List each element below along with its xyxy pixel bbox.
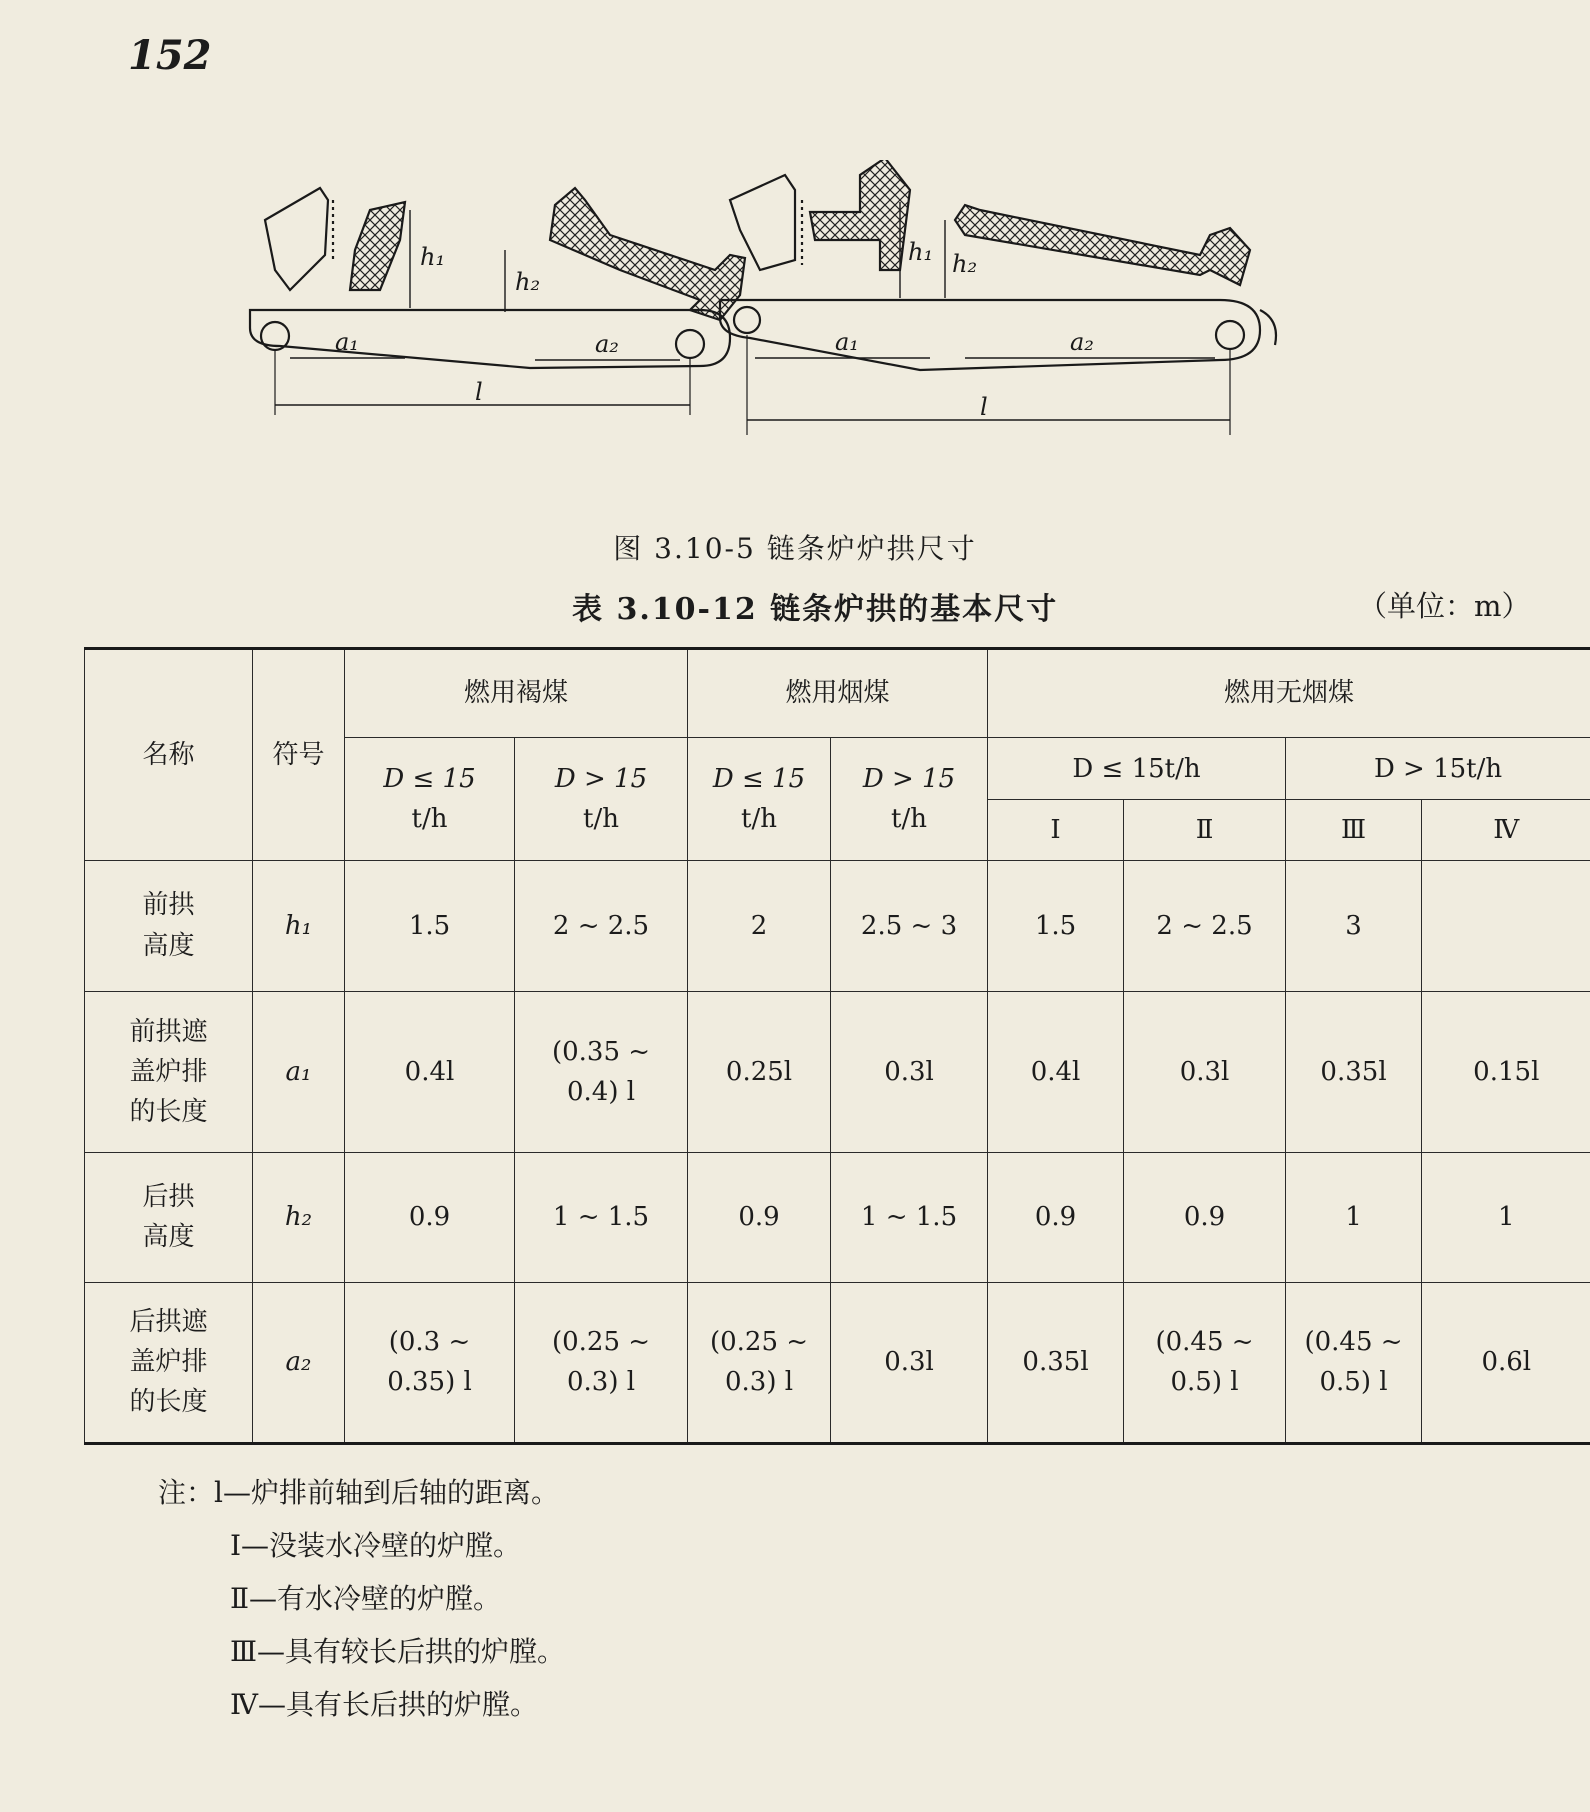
value-cell: 3 [1286, 860, 1422, 991]
value-cell: 0.4l [345, 991, 515, 1152]
header-bituminous-small: D ≤ 15 t/h [688, 738, 831, 860]
value-cell: (0.25 ~ 0.3) l [688, 1282, 831, 1444]
label-h1-left: h₁ [420, 243, 446, 271]
value-cell: 0.35l [1286, 991, 1422, 1152]
figure-caption: 图 3.10-5 链条炉炉拱尺寸 [613, 532, 977, 565]
rear-arch-right [955, 205, 1250, 285]
header-type-4: Ⅳ [1422, 800, 1590, 860]
value-cell: 0.3l [1124, 991, 1286, 1152]
value-cell: 0.4l [988, 991, 1124, 1152]
header-type-3: Ⅲ [1286, 800, 1422, 860]
rear-arch-left [550, 188, 745, 320]
label-a1-left: a₁ [335, 328, 359, 356]
header-symbol: 符号 [253, 649, 345, 861]
header-bituminous-large: D > 15 t/h [831, 738, 988, 860]
grate-right [720, 300, 1260, 370]
row-symbol: h₂ [253, 1153, 345, 1282]
value-cell: 0.35l [988, 1282, 1124, 1444]
value-cell: 2 ~ 2.5 [1124, 860, 1286, 991]
row-name: 前拱 高度 [85, 860, 253, 991]
label-a1-right: a₁ [835, 328, 859, 356]
value-cell: 0.9 [1124, 1153, 1286, 1282]
front-arch-left [350, 202, 405, 290]
value-cell: 0.3l [831, 991, 988, 1152]
table-row [85, 1282, 1590, 1444]
value-cell: 0.9 [988, 1153, 1124, 1282]
header-lignite: 燃用褐煤 [345, 649, 688, 738]
note-item: Ⅲ—具有较长后拱的炉膛。 [230, 1635, 566, 1668]
table-unit: （单位：m） [1358, 589, 1531, 623]
label-l-right: l [980, 393, 988, 421]
value-cell: 1.5 [345, 860, 515, 991]
value-cell: 0.25l [688, 991, 831, 1152]
header-anthracite-large: D > 15t/h [1286, 738, 1590, 800]
value-cell: (0.3 ~ 0.35) l [345, 1282, 515, 1444]
page-number: 152 [128, 32, 212, 79]
value-cell: 0.9 [688, 1153, 831, 1282]
label-h1-right: h₁ [908, 238, 934, 266]
row-name: 后拱 高度 [85, 1153, 253, 1282]
value-cell: 0.9 [345, 1153, 515, 1282]
note-item: Ⅰ—没装水冷壁的炉膛。 [230, 1529, 522, 1562]
label-a2-left: a₂ [595, 330, 619, 358]
front-arch-right [810, 160, 910, 270]
furnace-arch-figure [220, 160, 1470, 460]
value-cell: 1 ~ 1.5 [515, 1153, 688, 1282]
header-lignite-small: D ≤ 15 t/h [345, 738, 515, 860]
hopper-left [265, 188, 328, 290]
label-h2-left: h₂ [515, 268, 541, 296]
value-cell: 0.6l [1422, 1282, 1590, 1444]
value-cell: (0.45 ~ 0.5) l [1124, 1282, 1286, 1444]
value-cell: 1.5 [988, 860, 1124, 991]
grate-left [250, 310, 730, 368]
value-cell: (0.25 ~ 0.3) l [515, 1282, 688, 1444]
hopper-right [730, 175, 795, 270]
table-row [85, 991, 1590, 1152]
row-symbol: a₁ [253, 991, 345, 1152]
label-h2-right: h₂ [952, 250, 978, 278]
value-cell [1422, 860, 1590, 991]
table-notes [158, 1466, 565, 1731]
header-bituminous: 燃用烟煤 [688, 649, 988, 738]
value-cell: 0.3l [831, 1282, 988, 1444]
label-l-left: l [475, 378, 483, 406]
rear-axle-left [676, 330, 704, 358]
arch-dimension-table [84, 647, 1590, 1445]
value-cell: (0.45 ~ 0.5) l [1286, 1282, 1422, 1444]
value-cell: 1 ~ 1.5 [831, 1153, 988, 1282]
note-item: Ⅱ—有水冷壁的炉膛。 [230, 1582, 502, 1615]
value-cell: 2 ~ 2.5 [515, 860, 688, 991]
header-lignite-large: D > 15 t/h [515, 738, 688, 860]
rear-axle-right [1216, 321, 1244, 349]
table-row [85, 1153, 1590, 1282]
header-type-1: Ⅰ [988, 800, 1124, 860]
note-item: Ⅳ—具有长后拱的炉膛。 [230, 1688, 538, 1721]
header-name: 名称 [85, 649, 253, 861]
header-type-2: Ⅱ [1124, 800, 1286, 860]
header-anthracite: 燃用无烟煤 [988, 649, 1590, 738]
value-cell: 2.5 ~ 3 [831, 860, 988, 991]
value-cell: 0.15l [1422, 991, 1590, 1152]
table-row [85, 860, 1590, 991]
note-main: 注：l—炉排前轴到后轴的距离。 [158, 1476, 559, 1509]
value-cell: (0.35 ~ 0.4) l [515, 991, 688, 1152]
row-symbol: a₂ [253, 1282, 345, 1444]
row-name: 后拱遮 盖炉排 的长度 [85, 1282, 253, 1444]
table-title: 表 3.10-12 链条炉拱的基本尺寸 [572, 592, 1059, 627]
row-symbol: h₁ [253, 860, 345, 991]
value-cell: 2 [688, 860, 831, 991]
value-cell: 1 [1286, 1153, 1422, 1282]
row-name: 前拱遮 盖炉排 的长度 [85, 991, 253, 1152]
front-axle-right [734, 307, 760, 333]
header-anthracite-small: D ≤ 15t/h [988, 738, 1286, 800]
label-a2-right: a₂ [1070, 328, 1094, 356]
value-cell: 1 [1422, 1153, 1590, 1282]
